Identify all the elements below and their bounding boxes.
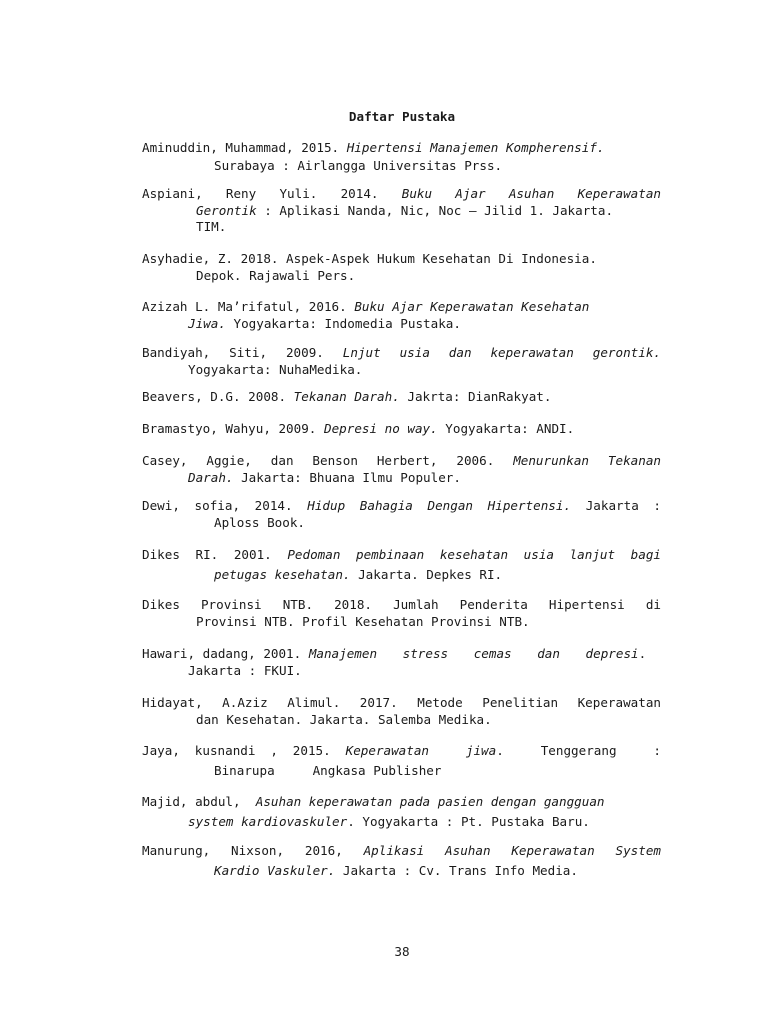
reference-title: Aplikasi Asuhan Keperawatan System — [363, 843, 661, 858]
reference-title: Buku Ajar Keperawatan Kesehatan — [354, 299, 590, 314]
reference-title: Lnjut usia dan keperawatan gerontik. — [342, 345, 661, 360]
reference-text: Aminuddin, Muhammad, 2015. — [142, 140, 347, 155]
reference-title: Hidup Bahagia Dengan Hipertensi. — [307, 498, 572, 513]
reference-title: Darah. — [188, 469, 234, 485]
reference-text: Jakrta: DianRakyat. — [399, 389, 552, 404]
reference-title: Manajemen stress cemas dan depresi — [308, 646, 639, 661]
reference-text: Asyhadie, Z. 2018. Aspek-Aspek Hukum Kesehatan Di Indonesia. — [142, 251, 597, 266]
reference-title: Pedoman pembinaan kesehatan usia lanjut bagi — [287, 547, 661, 562]
reference-title: Kardio Vaskuler. — [214, 862, 336, 878]
reference-entry — [142, 186, 661, 236]
reference-entry — [142, 695, 661, 728]
reference-entry — [142, 140, 661, 174]
reference-text: Bramastyo, Wahyu, 2009. — [142, 421, 324, 436]
reference-entry — [142, 299, 661, 332]
reference-text: Hawari, dadang, 2001. — [142, 646, 309, 661]
reference-title: Jiwa. — [188, 315, 226, 331]
reference-title: Depresi no way. — [323, 421, 438, 436]
reference-entry — [142, 843, 661, 879]
reference-entry — [142, 498, 661, 531]
reference-text: : Aplikasi Nanda, Nic, Noc – Jilid 1. Jakarta. — [256, 202, 614, 218]
reference-text: Jakarta : — [571, 498, 662, 513]
reference-title: Keperawatan jiwa — [345, 743, 497, 758]
reference-text: Depok. Rajawali Pers. — [196, 267, 356, 283]
reference-title: Buku Ajar Asuhan Keperawatan — [401, 186, 661, 201]
reference-entry — [142, 421, 661, 438]
reference-title: Tekanan Darah. — [293, 389, 400, 404]
reference-text: Dikes Provinsi NTB. 2018. Jumlah Penderita Hipertensi di — [142, 597, 661, 612]
reference-text: Jakarta : FKUI. — [188, 662, 302, 678]
reference-text: Aspiani, Reny Yuli. 2014. — [142, 186, 402, 201]
reference-text: Beavers, D.G. 2008. — [142, 389, 294, 404]
reference-entry — [142, 389, 661, 406]
reference-text: . Yogyakarta : Pt. Pustaka Baru. — [347, 813, 590, 829]
reference-title: petugas kesehatan. — [214, 566, 351, 582]
reference-text: Surabaya : Airlangga Universitas Prss. — [214, 157, 503, 173]
reference-text: Provinsi NTB. Profil Kesehatan Provinsi NTB. — [196, 613, 530, 629]
reference-text: Aploss Book. — [214, 514, 305, 530]
reference-text: . Tenggerang : — [496, 743, 661, 758]
reference-text: Azizah L. Ma’rifatul, 2016. — [142, 299, 355, 314]
page-title: Daftar Pustaka — [348, 109, 456, 124]
reference-text: Bandiyah, Siti, 2009. — [142, 345, 343, 360]
reference-entry — [142, 743, 661, 779]
reference-entry — [142, 547, 661, 583]
reference-entry — [142, 646, 661, 679]
reference-text: Casey, Aggie, dan Benson Herbert, 2006. — [142, 453, 514, 468]
reference-text: Yogyakarta: NuhaMedika. — [188, 361, 363, 377]
reference-title: system kardiovaskuler — [188, 813, 348, 829]
reference-title: Hipertensi Manajemen Kompherensif. — [346, 140, 605, 155]
reference-text: Hidayat, A.Aziz Alimul. 2017. Metode Penelitian Keperawatan — [142, 695, 661, 710]
reference-entry — [142, 453, 661, 486]
reference-text: Jakarta: Bhuana Ilmu Populer. — [233, 469, 461, 485]
reference-text: Jaya, kusnandi , 2015. — [142, 743, 346, 758]
reference-entry — [142, 794, 661, 830]
reference-title: Menurunkan Tekanan — [513, 453, 661, 468]
reference-text: Manurung, Nixson, 2016, — [142, 843, 364, 858]
reference-text: Binarupa Angkasa Publisher — [214, 762, 442, 778]
reference-text: TIM. — [196, 219, 227, 234]
reference-entry — [142, 251, 661, 284]
reference-text: Jakarta : Cv. Trans Info Media. — [335, 862, 578, 878]
reference-text: Dewi, sofia, 2014. — [142, 498, 308, 513]
reference-text: Dikes RI. 2001. — [142, 547, 288, 562]
reference-text: Jakarta. Depkes RI. — [350, 566, 503, 582]
reference-title: Asuhan keperawatan pada pasien dengan gangguan — [255, 794, 605, 809]
reference-title: Gerontik — [196, 202, 257, 218]
reference-text: Yogyakarta: Indomedia Pustaka. — [225, 315, 461, 331]
reference-text: Yogyakarta: ANDI. — [437, 421, 575, 436]
page-number: 38 — [394, 944, 410, 959]
reference-entry — [142, 597, 661, 630]
reference-text: dan Kesehatan. Jakarta. Salemba Medika. — [196, 711, 492, 727]
reference-entry — [142, 345, 661, 378]
reference-text: . — [638, 646, 647, 661]
reference-text: Majid, abdul, — [142, 794, 256, 809]
